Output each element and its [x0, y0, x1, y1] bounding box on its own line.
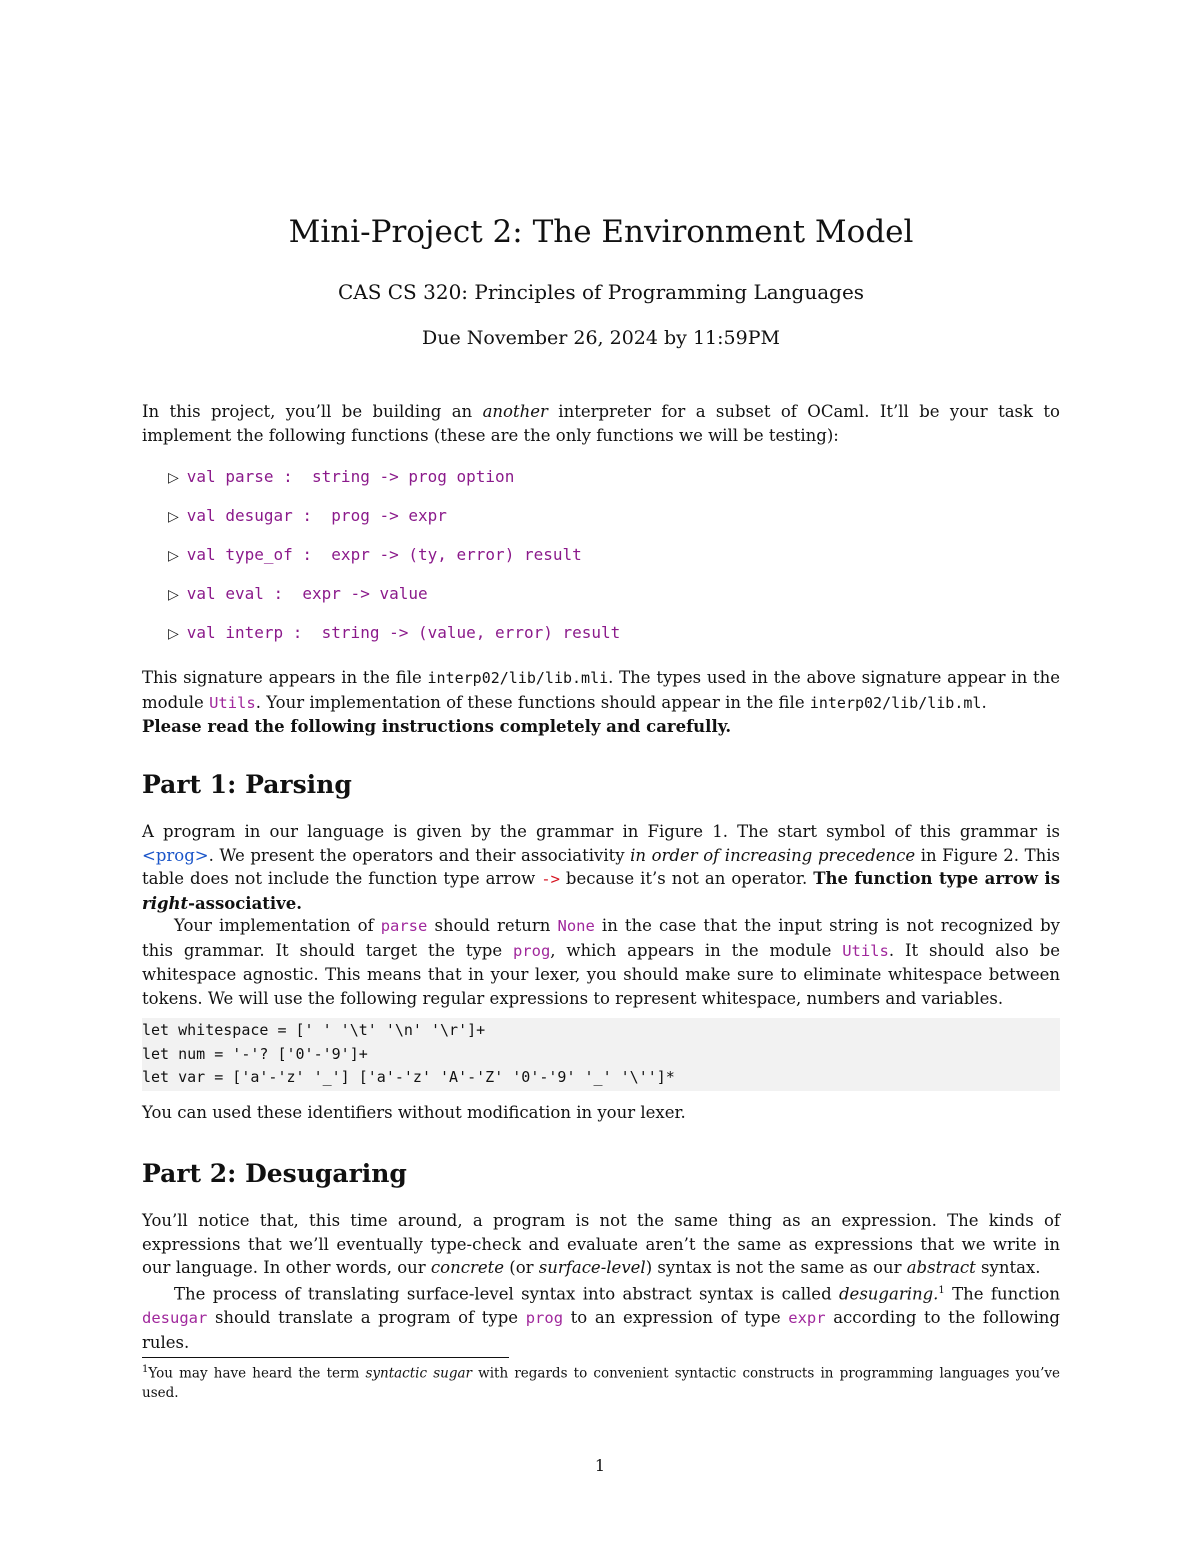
part2-paragraph-2: The process of translating surface-level syntax into abstract syntax is called desugaring.$^1$ The function desugar should translate a program of type prog to an expression of type expr according to the following rules.: [142, 1284, 1060, 1352]
footnote-marker: 1: [938, 1285, 945, 1296]
page-number: 1: [594, 1456, 606, 1475]
part1-paragraph-3: You can used these identifiers without modification in your lexer.: [142, 1103, 686, 1122]
signature-note: This signature appears in the file interp02/lib/lib.mli. The types used in the above signature appear in the module Utils. Your implementation of these functions should appear in the file interp02/lib/lib.ml. Please read the following instructions completely and carefully.: [142, 668, 1060, 736]
due-date: Due November 26, 2024 by 11:59PM: [422, 327, 780, 349]
code-line: let var = ['a'-'z' '_'] ['a'-'z' 'A'-'Z' '0'-'9' '_' '\'']*: [142, 1068, 675, 1086]
prog-symbol: <prog>: [142, 845, 209, 865]
intro-paragraph: In this project, you’ll be building an another interpreter for a subset of OCaml. It’ll be your task to implement the following functions (these are the only functions we will be testing):: [142, 402, 1060, 445]
signature-item: ▷ val eval : expr -> value: [168, 584, 428, 603]
signature-item: ▷ val interp : string -> (value, error) result: [168, 623, 621, 642]
triangle-bullet-icon: ▷: [168, 509, 179, 525]
footnote-divider: [142, 1357, 509, 1358]
part1-heading: Part 1: Parsing: [142, 770, 352, 799]
regex-code-block: [142, 1018, 1060, 1091]
footnote: $^1$You may have heard the term syntactic sugar with regards to convenient syntactic constructs in programming languages you’ve used.: [142, 1364, 1060, 1401]
signature-list: [168, 467, 620, 662]
part1-paragraph-2: Your implementation of parse should return None in the case that the input string is not recognized by this grammar. It should target the type prog, which appears in the module Utils. It should also be whitespace agnostic. This means that in your lexer, you should make sure to eliminate whitespace between tokens. We will use the following regular expressions to represent whitespace, numbers and variables.: [142, 916, 1060, 1008]
triangle-bullet-icon: ▷: [168, 626, 179, 642]
part2-heading: Part 2: Desugaring: [142, 1159, 407, 1188]
signature-item: ▷ val type_of : expr -> (ty, error) result: [168, 545, 582, 564]
signature-item: ▷ val parse : string -> prog option: [168, 467, 515, 486]
code-line: let whitespace = [' ' '\t' '\n' '\r']+: [142, 1021, 486, 1039]
signature-item: ▷ val desugar : prog -> expr: [168, 506, 447, 525]
triangle-bullet-icon: ▷: [168, 548, 179, 564]
code-line: let num = '-'? ['0'-'9']+: [142, 1044, 368, 1063]
page-title: Mini-Project 2: The Environment Model: [288, 214, 914, 250]
course-name: CAS CS 320: Principles of Programming Languages: [337, 280, 865, 304]
part1-paragraph-1: A program in our language is given by the grammar in Figure 1. The start symbol of this grammar is <prog>. We present the operators and their associativity in order of increasing precedence in Figure 2. This table does not include the function type arrow -> because it’s not an operator. The function type arrow is right-associative.: [142, 822, 1060, 913]
part2-paragraph-1: You’ll notice that, this time around, a program is not the same thing as an expression. The kinds of expressions that we’ll eventually type-check and evaluate aren’t the same as expressions that we write in our language. In other words, our concrete (or surface-level) syntax is not the same as our abstract syntax.: [142, 1211, 1060, 1277]
triangle-bullet-icon: ▷: [168, 470, 179, 486]
triangle-bullet-icon: ▷: [168, 587, 179, 603]
